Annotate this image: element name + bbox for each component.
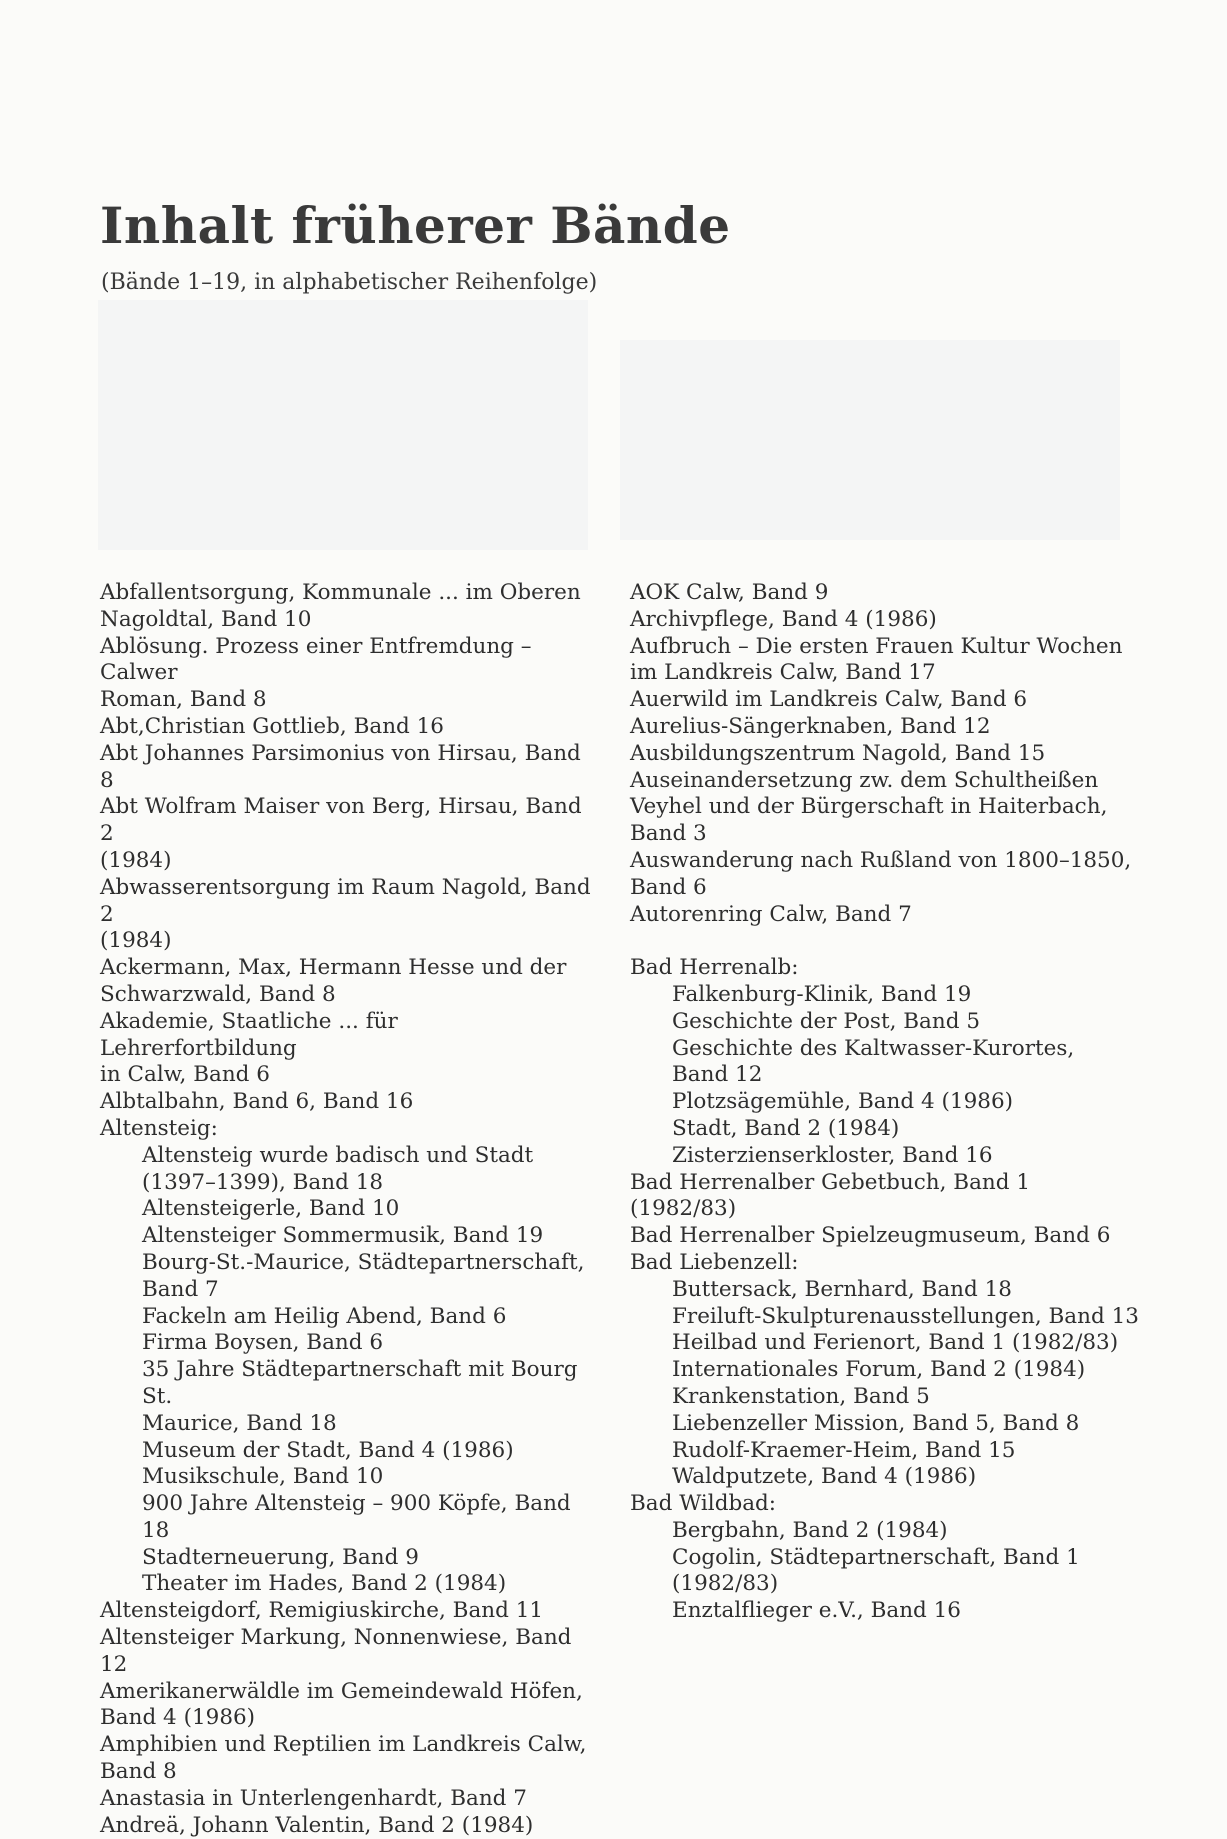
index-entry: Albtalbahn, Band 6, Band 16 <box>100 1089 414 1115</box>
index-entry: Abwasserentsorgung im Raum Nagold, Band 2 <box>100 874 591 927</box>
index-entry: Roman, Band 8 <box>100 687 267 713</box>
index-subentry: Altensteigerle, Band 10 <box>142 1196 400 1222</box>
index-subentry: Buttersack, Bernhard, Band 18 <box>672 1276 1012 1302</box>
index-entry: Altensteiger Markung, Nonnenwiese, Band 12 <box>100 1625 572 1677</box>
index-subentry: Altensteiger Sommermusik, Band 19 <box>142 1223 544 1249</box>
index-entry: Bad Wildbad: <box>630 1491 777 1517</box>
index-subentry: Museum der Stadt, Band 4 (1986) <box>142 1437 514 1463</box>
index-entry: Auseinandersetzung zw. dem Schultheißen <box>630 767 1099 793</box>
index-entry: Abt Johannes Parsimonius von Hirsau, Band 8 <box>100 740 581 793</box>
index-entry: Band 8 <box>100 1759 177 1785</box>
index-entry: Altensteig: <box>100 1115 218 1141</box>
index-entry: Nagoldtal, Band 10 <box>100 606 312 632</box>
index-subentry: Maurice, Band 18 <box>142 1410 337 1436</box>
index-subentry: Heilbad und Ferienort, Band 1 (1982/83) <box>672 1330 1119 1356</box>
index-entry: Bad Herrenalber Gebetbuch, Band 1 <box>630 1169 1031 1195</box>
index-entry: Bad Liebenzell: <box>630 1249 799 1275</box>
index-subentry: Stadterneuerung, Band 9 <box>142 1544 419 1570</box>
index-subentry: Liebenzeller Mission, Band 5, Band 8 <box>672 1410 1080 1436</box>
index-subentry: Freiluft-Skulpturenausstellungen, Band 13 <box>672 1303 1139 1329</box>
index-entry: Archivpflege, Band 4 (1986) <box>630 606 937 632</box>
index-subentry: Falkenburg-Klinik, Band 19 <box>672 981 972 1007</box>
index-subentry: Musikschule, Band 10 <box>142 1464 384 1490</box>
index-entry: Amerikanerwäldle im Gemeindewald Höfen, <box>100 1678 583 1704</box>
page-subtitle: (Bände 1–19, in alphabetischer Reihenfolge) <box>101 270 598 295</box>
index-entry: Ablösung. Prozess einer Entfremdung – Calwer <box>100 633 532 686</box>
index-subentry: Cogolin, Städtepartnerschaft, Band 1 <box>672 1544 1080 1570</box>
index-subentry: Theater im Hades, Band 2 (1984) <box>142 1571 507 1597</box>
index-entry: Band 6 <box>630 874 707 900</box>
index-entry: AOK Calw, Band 9 <box>630 580 829 605</box>
index-entry: Anastasia in Unterlengenhardt, Band 7 <box>100 1785 527 1811</box>
index-subentry: Bourg-St.-Maurice, Städtepartnerschaft, <box>142 1249 585 1275</box>
index-subentry: Rudolf-Kraemer-Heim, Band 15 <box>672 1437 1016 1463</box>
index-entry: im Landkreis Calw, Band 17 <box>630 660 936 686</box>
index-entry: Band 3 <box>630 821 707 847</box>
index-subentry: (1397–1399), Band 18 <box>142 1169 384 1195</box>
index-entry: in Calw, Band 6 <box>100 1062 270 1088</box>
index-entry: (1982/83) <box>630 1196 737 1222</box>
index-entry: Bad Herrenalber Spielzeugmuseum, Band 6 <box>630 1223 1111 1249</box>
index-subentry: Band 12 <box>672 1062 763 1088</box>
index-entry: Abfallentsorgung, Kommunale ... im Oberen <box>100 580 581 605</box>
index-subentry: Geschichte der Post, Band 5 <box>672 1008 981 1034</box>
index-entry: (1984) <box>100 847 172 873</box>
index-subentry: Bergbahn, Band 2 (1984) <box>672 1517 948 1543</box>
index-subentry: 900 Jahre Altensteig – 900 Köpfe, Band 18 <box>142 1491 571 1543</box>
index-entry: Altensteigdorf, Remigiuskirche, Band 11 <box>100 1598 544 1624</box>
index-entry: Bad Herrenalb: <box>630 955 799 981</box>
index-entry: Veyhel und der Bürgerschaft in Haiterbach, <box>630 794 1108 820</box>
index-entry: Aurelius-Sängerknaben, Band 12 <box>630 713 991 739</box>
index-entry: Autorenring Calw, Band 7 <box>630 901 912 927</box>
index-entry: Amphibien und Reptilien im Landkreis Calw, <box>100 1732 587 1758</box>
page-title: Inhalt früherer Bände <box>100 196 731 255</box>
index-subentry: Stadt, Band 2 (1984) <box>672 1115 900 1141</box>
index-subentry: Zisterzienserkloster, Band 16 <box>672 1142 993 1168</box>
index-subentry: Waldputzete, Band 4 (1986) <box>672 1464 977 1490</box>
index-entry: Auswanderung nach Rußland von 1800–1850, <box>630 847 1132 873</box>
show-through-shade-left <box>98 300 588 550</box>
index-subentry: Enztalflieger e.V., Band 16 <box>672 1598 961 1624</box>
index-entry: Aufbruch – Die ersten Frauen Kultur Wochen <box>630 633 1123 659</box>
index-subentry: 35 Jahre Städtepartnerschaft mit Bourg St. <box>142 1357 578 1409</box>
index-entry: Auerwild im Landkreis Calw, Band 6 <box>630 687 1028 713</box>
index-entry: Andreä, Johann Valentin, Band 2 (1984) <box>100 1812 534 1838</box>
index-subentry: Krankenstation, Band 5 <box>672 1383 930 1409</box>
index-entry: Ausbildungszentrum Nagold, Band 15 <box>630 740 1046 766</box>
index-entry: Abt Wolfram Maiser von Berg, Hirsau, Band 2 <box>100 794 582 847</box>
index-column-right <box>630 580 1150 1625</box>
index-subentry: Band 7 <box>142 1276 219 1302</box>
index-subentry: Fackeln am Heilig Abend, Band 6 <box>142 1303 507 1329</box>
index-subentry: Plotzsägemühle, Band 4 (1986) <box>672 1089 1014 1115</box>
index-entry: (1984) <box>100 928 172 954</box>
index-entry: Ackermann, Max, Hermann Hesse und der <box>100 955 567 981</box>
index-subentry: Internationales Forum, Band 2 (1984) <box>672 1357 1086 1383</box>
index-subentry: Geschichte des Kaltwasser-Kurortes, <box>672 1035 1075 1061</box>
index-entry: Abt,Christian Gottlieb, Band 16 <box>100 713 444 739</box>
index-column-left <box>100 580 600 1839</box>
show-through-shade-right <box>620 340 1120 540</box>
index-entry: Band 4 (1986) <box>100 1705 256 1731</box>
index-subentry: (1982/83) <box>672 1571 779 1597</box>
index-entry: Akademie, Staatliche ... für Lehrerfortbildung <box>100 1008 398 1061</box>
index-entry: Schwarzwald, Band 8 <box>100 981 336 1007</box>
index-subentry: Altensteig wurde badisch und Stadt <box>142 1142 534 1168</box>
index-subentry: Firma Boysen, Band 6 <box>142 1330 384 1356</box>
